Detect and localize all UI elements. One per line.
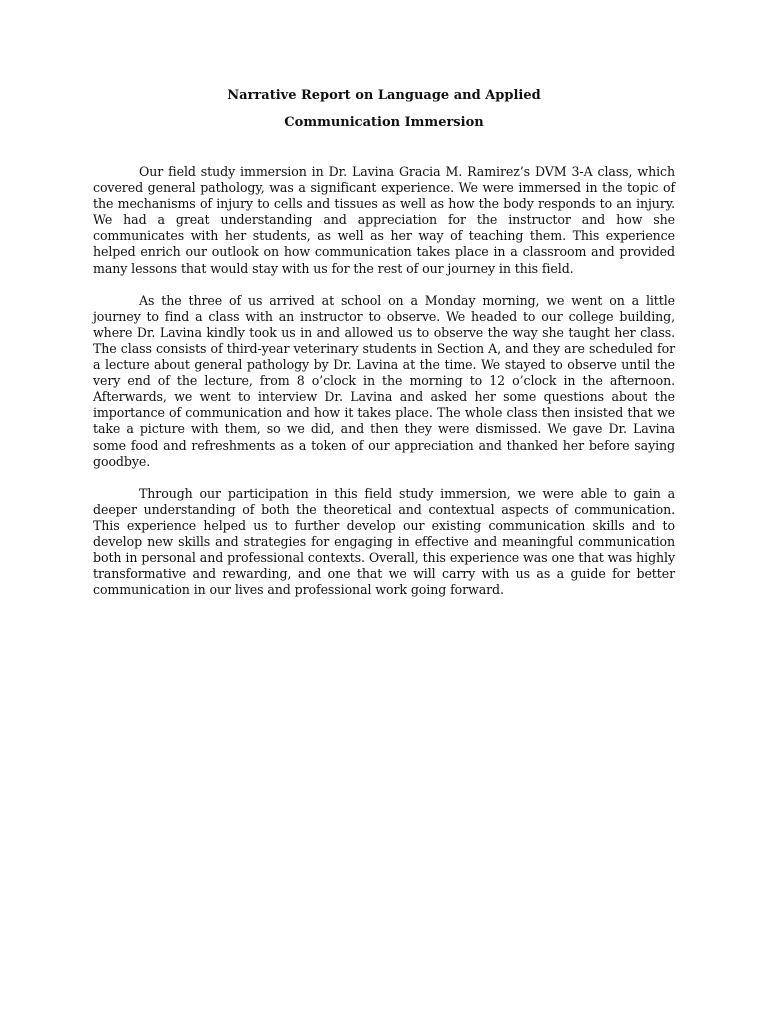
paragraph-1: Our field study immersion in Dr. Lavina Gracia M. Ramirez’s DVM 3-A class, which covered general pathology, was a significant experience. We were immersed in the topic of the mechanisms of injury to cells and tissues as well as how the body responds to an injury. We had a great understanding and appreciation for the instructor and how she communicates with her students, as well as her way of teaching them. This experience helped enrich our outlook on how communication takes place in a classroom and provided many lessons that would stay with us for the rest of our journey in this field. (93, 164, 675, 276)
title-line-1: Narrative Report on Language and Applied (227, 88, 541, 103)
document-title (93, 88, 675, 131)
title-line-2: Communication Immersion (284, 115, 484, 130)
document-body (93, 164, 675, 614)
paragraph-3: Through our participation in this field study immersion, we were able to gain a deeper understanding of both the theoretical and contextual aspects of communication. This experience helped us to further develop our existing communication skills and to develop new skills and strategies for engaging in effective and meaningful communication both in personal and professional contexts. Overall, this experience was one that was highly transformative and rewarding, and one that we will carry with us as a guide for better communication in our lives and professional work going forward. (93, 485, 675, 598)
paragraph-2: As the three of us arrived at school on a Monday morning, we went on a little journey to find a class with an instructor to observe. We headed to our college building, where Dr. Lavina kindly took us in and allowed us to observe the way she taught her class. The class consists of third-year veterinary students in Section A, and they are scheduled for a lecture about general pathology by Dr. Lavina at the time. We stayed to observe until the very end of the lecture, from 8 o’clock in the morning to 12 o’clock in the afternoon. Afterwards, we went to interview Dr. Lavina and asked her some questions about the importance of communication and how it takes place. The whole class then insisted that we take a picture with them, so we did, and then they were dismissed. We gave Dr. Lavina some food and refreshments as a token of our appreciation and thanked her before saying goodbye. (93, 292, 675, 469)
